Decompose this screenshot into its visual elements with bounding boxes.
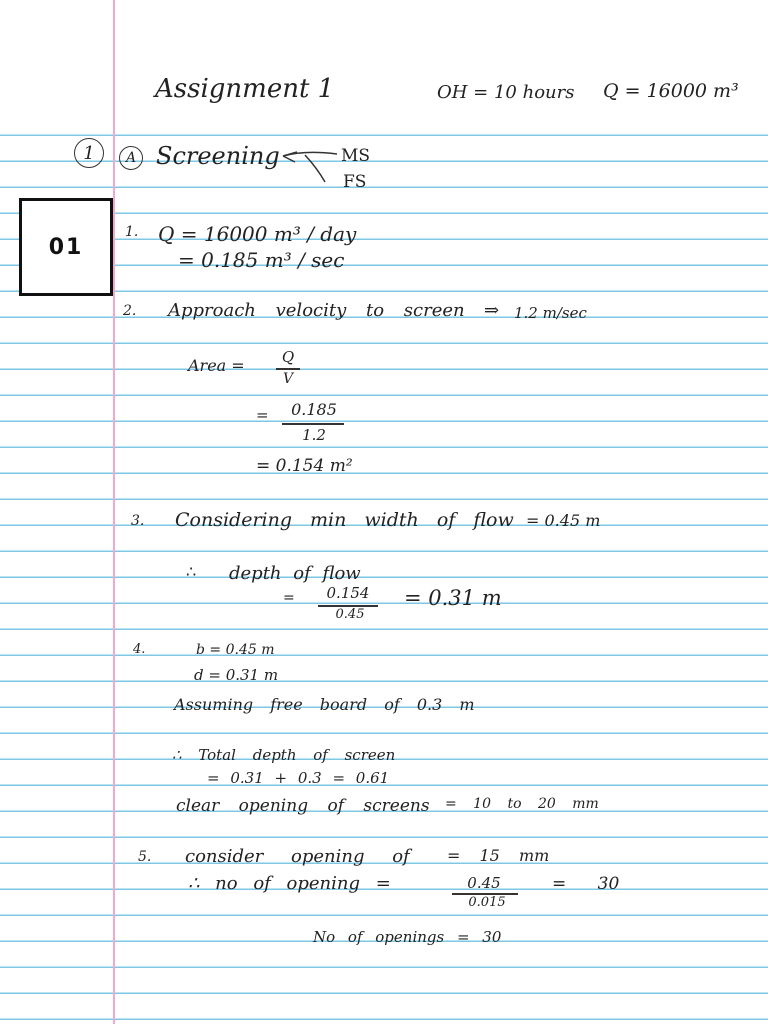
area-denominator: V (282, 371, 294, 387)
subsection-letter: A (125, 150, 137, 166)
area-label: Area = (188, 356, 245, 375)
subsection-letter-circle (119, 146, 143, 170)
section-number: 1 (83, 142, 95, 164)
margin-line (113, 0, 115, 1024)
therefore-symbol: ∴ (186, 562, 197, 581)
step-3-heading: Considering min width of flow (175, 509, 514, 531)
area-sub-fraction-bar (282, 423, 344, 425)
flow-rate-header: Q = 16000 m³ (603, 80, 739, 102)
depth-denominator: 0.45 (335, 607, 365, 622)
page-number-box (19, 198, 113, 296)
screen-type-ms: MS (341, 146, 371, 166)
step-4-number: 4. (133, 642, 146, 657)
area-numerator: Q (281, 348, 295, 366)
area-fraction-bar (276, 368, 300, 370)
total-depth-calc: = 0.31 + 0.3 = 0.61 (207, 769, 390, 787)
openings-denominator: 0.015 (468, 895, 506, 910)
step-3-number: 3. (131, 513, 145, 529)
implies-arrow-icon: ⇒ (484, 300, 500, 321)
openings-result: = 30 (552, 874, 620, 894)
step-5-number: 5. (138, 849, 152, 865)
step-1-number: 1. (125, 224, 139, 240)
consider-opening-label: consider opening of (185, 846, 410, 867)
area-result: = 0.154 m² (256, 456, 353, 476)
channel-width-b: b = 0.45 m (196, 642, 275, 658)
area-eq-sign: = (256, 406, 269, 424)
depth-eq-sign: = (283, 590, 295, 606)
screen-type-fs: FS (343, 172, 367, 192)
step-1-flow-per-sec: = 0.185 m³ / sec (178, 248, 345, 272)
total-depth-label: ∴ Total depth of screen (172, 746, 396, 764)
branch-arrow-icon (275, 146, 345, 186)
freeboard-assumption: Assuming free board of 0.3 m (174, 695, 475, 714)
depth-of-flow-label: depth of flow (229, 563, 361, 584)
step-1-flow-per-day: Q = 16000 m³ / day (158, 222, 357, 246)
clear-opening-range: = 10 to 20 mm (445, 796, 599, 812)
min-width: = 0.45 m (526, 511, 601, 530)
opening-size: = 15 mm (447, 846, 550, 865)
final-openings: No of openings = 30 (313, 928, 502, 946)
approach-velocity: 1.2 m/sec (514, 304, 587, 322)
depth-numerator: 0.154 (326, 584, 370, 602)
section-number-circle (74, 138, 104, 168)
area-sub-numerator: 0.185 (291, 400, 337, 419)
section-title: Screening (156, 142, 280, 170)
area-sub-denominator: 1.2 (302, 426, 326, 444)
page-number: 01 (48, 234, 84, 260)
flow-depth-d: d = 0.31 m (194, 666, 279, 684)
assignment-title: Assignment 1 (155, 74, 335, 104)
step-2-heading: Approach velocity to screen (168, 300, 465, 321)
step-2-number: 2. (123, 303, 137, 319)
clear-opening-label: clear opening of screens (176, 796, 430, 816)
number-of-openings-label: ∴ no of opening = (188, 873, 391, 894)
openings-numerator: 0.45 (467, 874, 501, 892)
operating-hours: OH = 10 hours (437, 82, 575, 103)
depth-result: = 0.31 m (404, 586, 502, 610)
